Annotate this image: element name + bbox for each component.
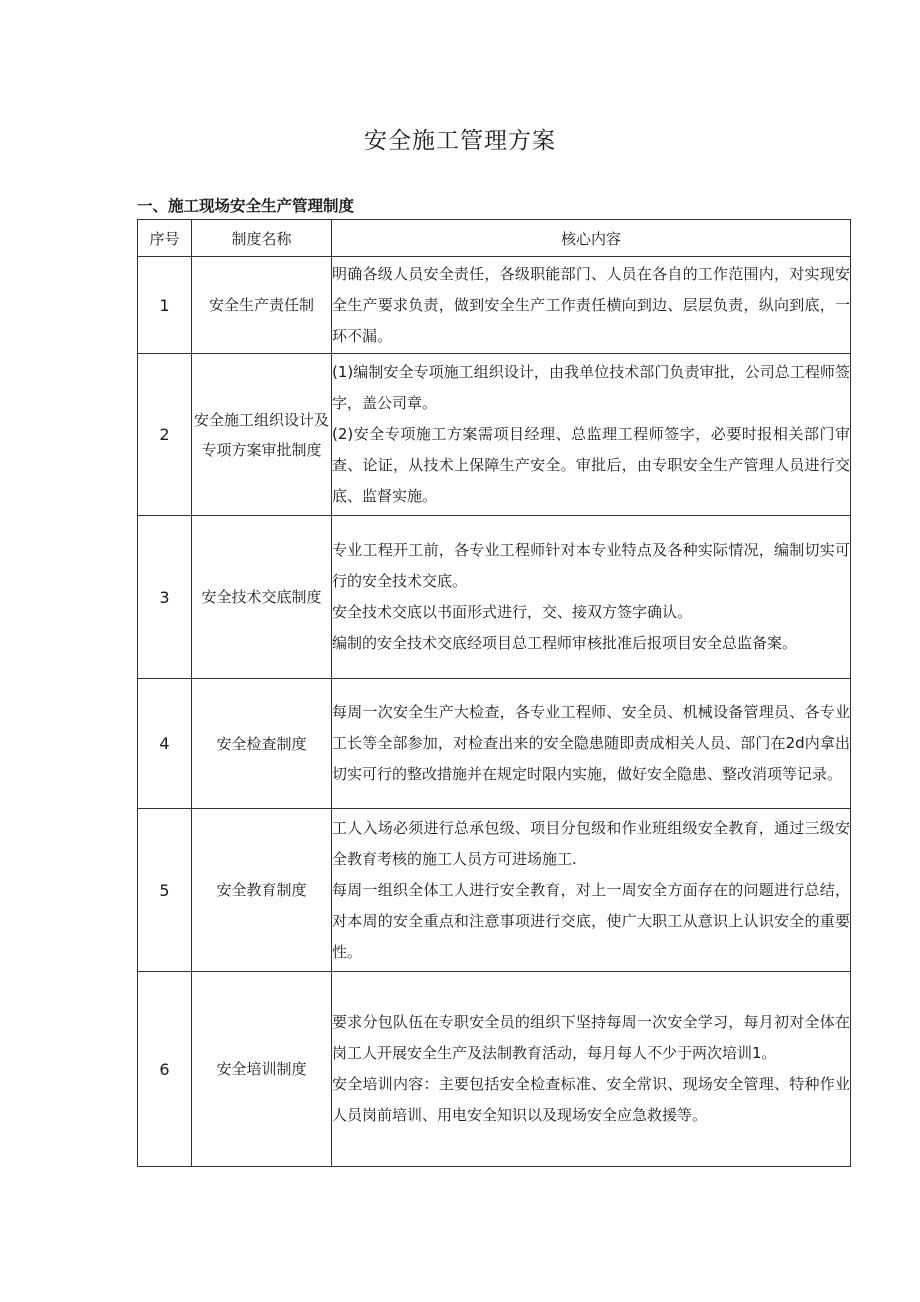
table-header-row — [138, 220, 851, 257]
table-row — [138, 516, 851, 679]
rule-paragraph: 编制的安全技术交底经项目总工程师审核批准后报项目安全总监备案。 — [332, 634, 798, 652]
table-row — [138, 809, 851, 972]
table-row — [138, 354, 851, 516]
rule-paragraph: 工人入场必须进行总承包级、项目分包级和作业班组级安全教育，通过三级安全教育考核的施工人员方可进场施工. — [332, 818, 850, 868]
rule-content — [332, 257, 851, 354]
header-no: 序号 — [138, 220, 192, 257]
rule-content — [332, 679, 851, 809]
rule-name: 安全技术交底制度 — [192, 516, 332, 679]
rule-content — [332, 354, 851, 516]
row-number: 6 — [138, 972, 192, 1167]
rule-name: 安全生产责任制 — [192, 257, 332, 354]
rule-paragraph: 每周一次安全生产大检查，各专业工程师、安全员、机械设备管理员、各专业工长等全部参加，对检查出来的安全隐患随即责成相关人员、部门在2d内拿出切实可行的整改措施并在规定时限内实施，做好安全隐患、整改消项等记录。 — [332, 703, 850, 783]
table-row — [138, 972, 851, 1167]
rule-paragraph: 每周一组织全体工人进行安全教育，对上一周安全方面存在的问题进行总结，对本周的安全重点和注意事项进行交底，使广大职工从意识上认识安全的重要性。 — [332, 880, 850, 961]
rule-paragraph: 明确各级人员安全责任，各级职能部门、人员在各自的工作范围内，对实现安全生产要求负责，做到安全生产工作责任横向到边、层层负责，纵向到底，一环不漏。 — [332, 264, 850, 345]
safety-rules-table — [137, 219, 851, 1167]
rule-content — [332, 972, 851, 1167]
header-name: 制度名称 — [192, 220, 332, 257]
row-number: 4 — [138, 679, 192, 809]
rule-paragraph: 要求分包队伍在专职安全员的组织下坚持每周一次安全学习，每月初对全体在岗工人开展安全生产及法制教育活动，每月每人不少于两次培训1。 — [332, 1013, 850, 1062]
document-title: 安全施工管理方案 — [364, 128, 556, 154]
rule-content — [332, 809, 851, 972]
header-content: 核心内容 — [332, 220, 851, 257]
row-number: 2 — [138, 354, 192, 516]
rule-name: 安全检查制度 — [192, 679, 332, 809]
rule-name: 安全教育制度 — [192, 809, 332, 972]
table-row — [138, 679, 851, 809]
rule-paragraph: 专业工程开工前，各专业工程师针对本专业特点及各种实际情况，编制切实可行的安全技术交底。 — [332, 541, 850, 590]
table-row — [138, 257, 851, 354]
rule-name: 安全施工组织设计及专项方案审批制度 — [192, 354, 332, 516]
rule-name: 安全培训制度 — [192, 972, 332, 1167]
rule-paragraph: 安全技术交底以书面形式进行，交、接双方签字确认。 — [332, 603, 693, 621]
row-number: 5 — [138, 809, 192, 972]
rule-paragraph: (2)安全专项施工方案需项目经理、总监理工程师签字，必要时报相关部门审查、论证，从技术上保障生产安全。审批后，由专职安全生产管理人员进行交底、监督实施。 — [332, 425, 850, 505]
row-number: 1 — [138, 257, 192, 354]
rule-paragraph: 安全培训内容：主要包括安全检查标准、安全常识、现场安全管理、特种作业人员岗前培训、用电安全知识以及现场安全应急救援等。 — [332, 1075, 850, 1124]
rule-content — [332, 516, 851, 679]
rule-paragraph: (1)编制安全专项施工组织设计，由我单位技术部门负责审批，公司总工程师签字，盖公司章。 — [332, 363, 850, 412]
section-heading: 一、施工现场安全生产管理制度 — [137, 197, 355, 215]
row-number: 3 — [138, 516, 192, 679]
